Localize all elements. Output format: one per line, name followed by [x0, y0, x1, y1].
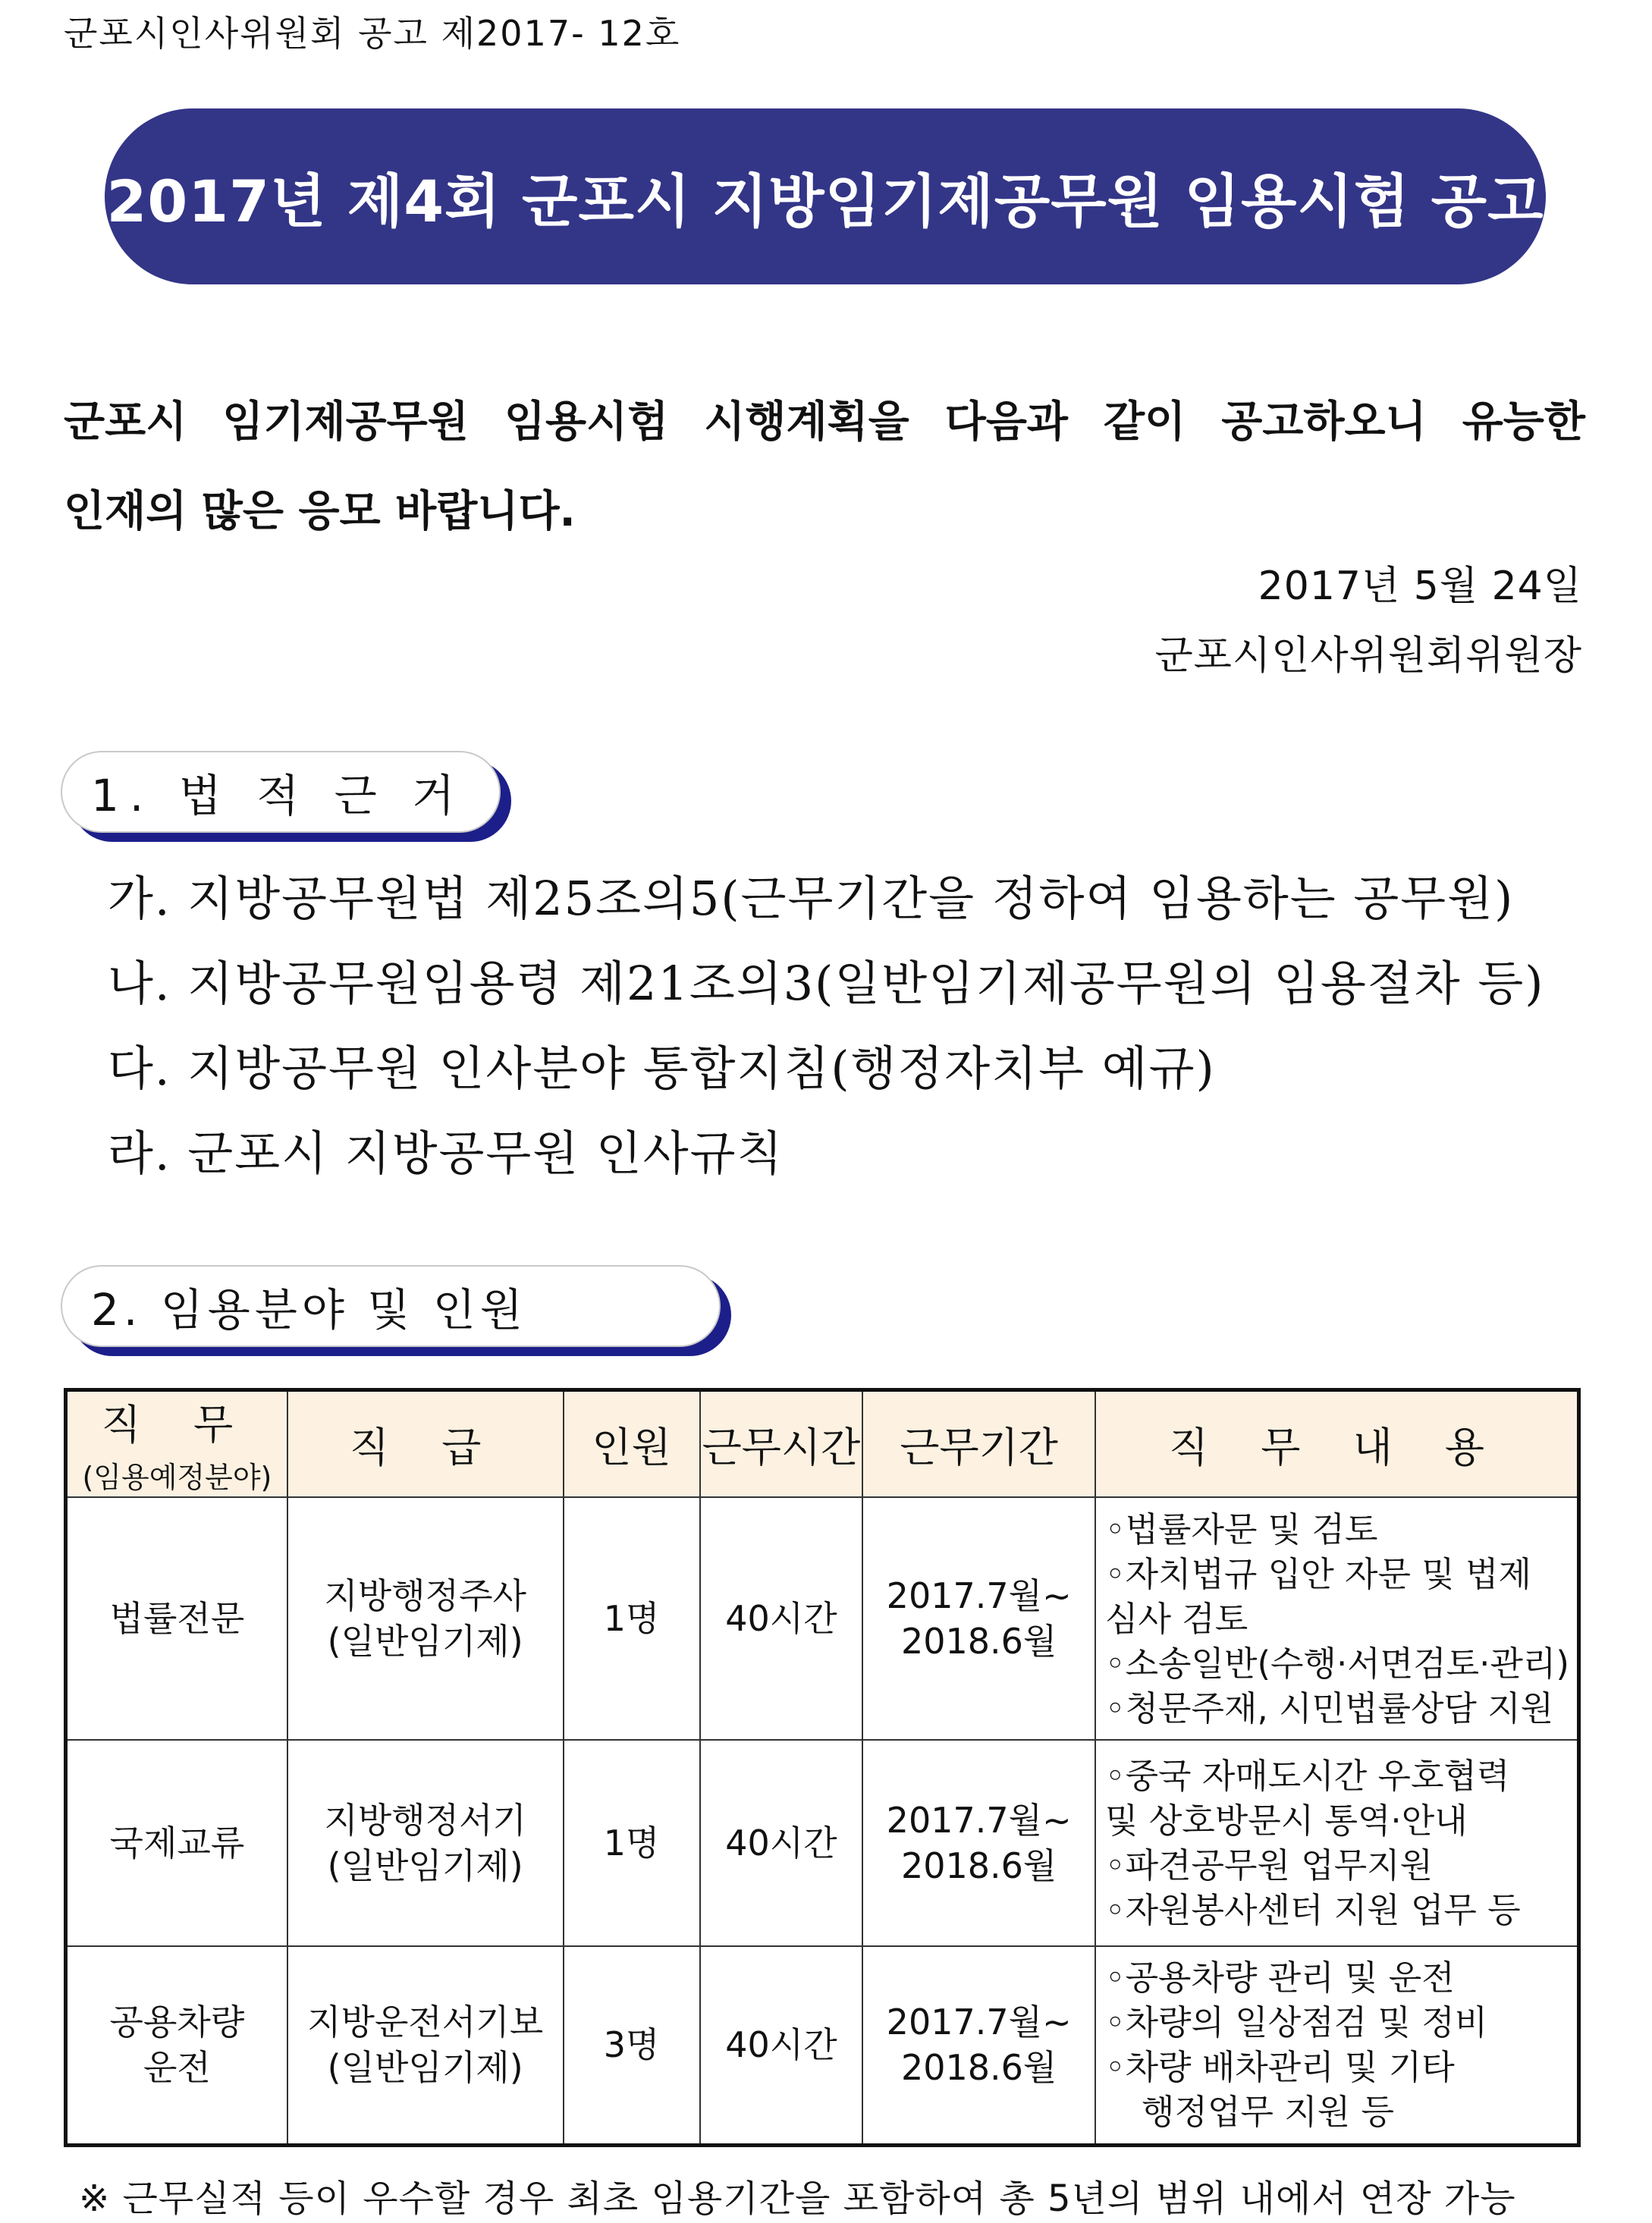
grade-line: 지방행정주사 [324, 1575, 526, 1616]
header-grade [287, 1390, 564, 1498]
cell-count: 3명 [564, 1946, 700, 2145]
duty-item-continued: 행정업무 지원 등 [1142, 2092, 1394, 2133]
signer: 군포시인사위원회위원장 [1154, 633, 1582, 679]
duty-item: ◦중국 자매도시간 우호협력 [1105, 1756, 1510, 1796]
header-content [1095, 1390, 1578, 1498]
period-line: 2018.6월 [900, 2047, 1057, 2089]
cell-hours: 40시간 [700, 1946, 863, 2145]
header-duty-sub: (임용예정분야) [82, 1461, 272, 1494]
table-row [66, 1497, 1579, 1740]
list-item: 나. 지방공무원임용령 제21조의3(일반임기제공무원의 임용절차 등) [108, 956, 1545, 1011]
section-heading-label: 1. 법 적 근 거 [91, 770, 466, 821]
period-line: 2017.7월~ [886, 1800, 1072, 1841]
cell-grade [287, 1740, 564, 1946]
cell-count: 1명 [564, 1740, 700, 1946]
cell-duty: 법률전문 [66, 1497, 287, 1740]
period-line: 2017.7월~ [886, 2002, 1072, 2043]
cell-duties [1095, 1946, 1578, 2145]
header-period: 근무기간 [862, 1390, 1095, 1498]
duty-item: ◦파견공무원 업무지원 [1105, 1845, 1434, 1885]
intro-paragraph [64, 378, 1585, 557]
notice-number: 군포시인사위원회 공고 제2017- 12호 [64, 13, 681, 54]
extension-footnote: ※ 근무실적 등이 우수할 경우 최초 임용기간을 포함하여 총 5년의 범위 내에서 연장 가능 [79, 2177, 1516, 2220]
header-duty [66, 1390, 287, 1498]
duty-item-continued: 및 상호방문시 통역·안내 [1105, 1801, 1468, 1841]
duty-item: ◦소송일반(수행·서면검토·관리) [1105, 1643, 1569, 1684]
duty-item-continued: 심사 검토 [1105, 1598, 1248, 1639]
positions-table [64, 1388, 1581, 2147]
period-line: 2018.6월 [900, 1845, 1057, 1886]
cell-duty: 국제교류 [66, 1740, 287, 1946]
intro-line-2: 인재의 많은 응모 바랍니다. [64, 487, 576, 536]
cell-count: 1명 [564, 1497, 700, 1740]
period-line: 2017.7월~ [886, 1575, 1072, 1616]
table-row [66, 1946, 1579, 2145]
header-count: 인원 [564, 1390, 700, 1498]
duty-item: ◦자원봉사센터 지원 업무 등 [1105, 1890, 1521, 1930]
duty-item: ◦차량의 일상점검 및 정비 [1105, 2002, 1488, 2043]
cell-hours: 40시간 [700, 1740, 863, 1946]
duty-line: 운전 [143, 2047, 211, 2089]
duty-item: ◦차량 배차관리 및 기타 [1105, 2047, 1455, 2088]
title-banner [105, 108, 1546, 284]
notice-date: 2017년 5월 24일 [1258, 564, 1582, 609]
duty-item: ◦청문주재, 시민법률상담 지원 [1105, 1688, 1554, 1728]
list-item: 다. 지방공무원 인사분야 통합지침(행정자치부 예규) [108, 1041, 1216, 1096]
table-row [66, 1740, 1579, 1946]
grade-line: (일반임기제) [327, 1621, 523, 1662]
legal-basis-list [108, 866, 1544, 1206]
duty-item: ◦법률자문 및 검토 [1105, 1509, 1378, 1550]
header-grade-label: 직 급 [349, 1423, 501, 1471]
duty-item: ◦공용차량 관리 및 운전 [1105, 1958, 1455, 1999]
list-item: 라. 군포시 지방공무원 인사규칙 [108, 1126, 784, 1181]
header-duty-label: 직 무 [101, 1401, 253, 1449]
intro-line-1: 군포시 임기제공무원 임용시험 시행계획을 다음과 같이 공고하오니 유능한 [64, 397, 1585, 447]
cell-period [862, 1497, 1095, 1740]
duty-item: ◦자치법규 입안 자문 및 법제 [1105, 1553, 1531, 1594]
cell-period [862, 1740, 1095, 1946]
list-item: 가. 지방공무원법 제25조의5(근무기간을 정하여 임용하는 공무원) [108, 871, 1515, 926]
cell-duties [1095, 1740, 1578, 1946]
section-heading-legal-basis [61, 751, 501, 833]
grade-line: (일반임기제) [327, 2047, 523, 2089]
period-line: 2018.6월 [900, 1621, 1057, 1662]
grade-line: 지방행정서기 [324, 1800, 526, 1841]
cell-grade [287, 1497, 564, 1740]
document-title: 2017년 제4회 군포시 지방임기제공무원 임용시험 공고 [106, 167, 1544, 235]
header-content-label: 직 무 내 용 [1168, 1423, 1505, 1471]
grade-line: 지방운전서기보 [307, 2002, 544, 2043]
cell-grade [287, 1946, 564, 2145]
header-hours: 근무시간 [700, 1390, 863, 1498]
cell-hours: 40시간 [700, 1497, 863, 1740]
cell-period [862, 1946, 1095, 2145]
grade-line: (일반임기제) [327, 1845, 523, 1886]
table-header-row [66, 1390, 1579, 1498]
cell-duty [66, 1946, 287, 2145]
cell-duties [1095, 1497, 1578, 1740]
duty-line: 공용차량 [109, 2002, 245, 2043]
section-heading-label: 2. 임용분야 및 인원 [91, 1284, 527, 1336]
section-heading-positions [61, 1265, 721, 1347]
